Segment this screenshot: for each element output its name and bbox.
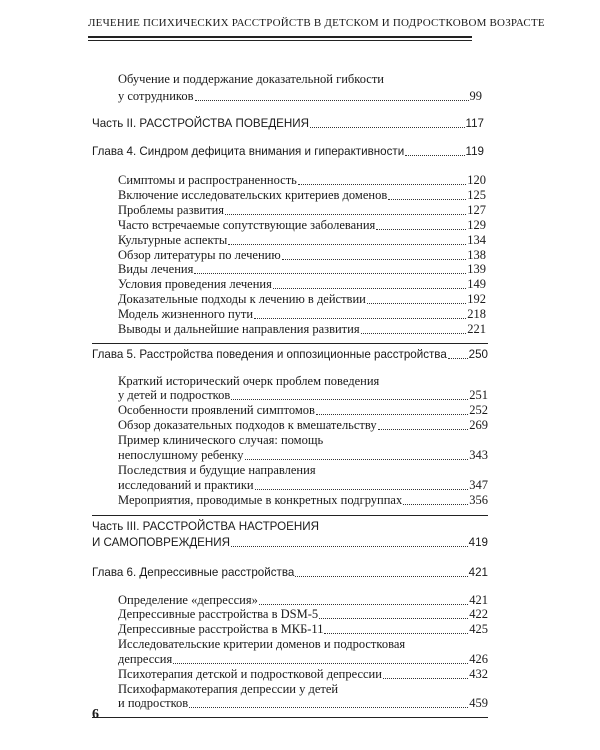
toc-divider xyxy=(92,343,488,344)
toc-entry xyxy=(118,622,488,637)
leader-dots xyxy=(254,318,466,319)
leader-dots xyxy=(273,288,466,289)
toc-page-number: 459 xyxy=(469,696,488,710)
toc-entry-title: Выводы и дальнейшие направления развития xyxy=(118,322,360,336)
toc-entry xyxy=(118,667,488,682)
toc-entry-title: Условия проведения лечения xyxy=(118,277,272,291)
toc-entry-title: Обучение и поддержание доказательной гибкости xyxy=(118,72,384,86)
toc-page-number: 347 xyxy=(469,478,488,492)
toc-page-number: 120 xyxy=(467,173,486,187)
toc-page-number: 117 xyxy=(465,117,484,130)
toc-entry-title: Часть II. РАССТРОЙСТВА ПОВЕДЕНИЯ xyxy=(92,117,309,130)
running-head: ЛЕЧЕНИЕ ПСИХИЧЕСКИХ РАССТРОЙСТВ В ДЕТСКОМ И ПОДРОСТКОВОМ ВОЗРАСТЕ xyxy=(88,17,545,29)
leader-dots xyxy=(195,100,469,101)
toc-chapter-heading xyxy=(92,348,488,361)
toc-entry-title: у детей и подростков xyxy=(118,388,231,402)
toc-entry xyxy=(118,292,486,307)
leader-dots xyxy=(405,155,464,156)
toc-chapter-heading xyxy=(92,566,488,579)
toc-entry xyxy=(118,173,486,188)
toc-entry xyxy=(118,418,488,433)
toc-entry xyxy=(118,388,488,403)
toc-entry-title: Глава 6. Депрессивные расстройства xyxy=(92,566,295,579)
toc-page-number: 99 xyxy=(469,89,482,103)
leader-dots xyxy=(245,459,469,460)
toc-entry xyxy=(118,307,486,322)
toc-page-number: 343 xyxy=(469,448,488,462)
toc-part-heading xyxy=(92,117,484,130)
toc-entry-title: Глава 4. Синдром дефицита внимания и гиперактивности xyxy=(92,145,405,158)
toc-entry-title: Симптомы и распространенность xyxy=(118,173,297,187)
toc-part-heading xyxy=(92,536,488,549)
toc-entry xyxy=(118,448,488,463)
toc-page-number: 425 xyxy=(469,622,488,636)
toc-entry-title: Определение «депрессия» xyxy=(118,593,258,607)
toc-entry-title: Мероприятия, проводимые в конкретных подгруппах xyxy=(118,493,403,507)
toc-entry-title: Депрессивные расстройства в МКБ-11 xyxy=(118,622,324,636)
toc-entry-line xyxy=(118,682,478,697)
leader-dots xyxy=(388,199,466,200)
toc-page-number: 421 xyxy=(469,593,488,607)
toc-entry-title: непослушному ребенку xyxy=(118,448,244,462)
toc-entry xyxy=(118,203,486,218)
toc-page-number: 419 xyxy=(468,536,488,549)
leader-dots xyxy=(324,633,468,634)
toc-page-number: 422 xyxy=(469,607,488,621)
toc-page-number: 252 xyxy=(469,403,488,417)
toc-page-number: 129 xyxy=(467,218,486,232)
toc-page-number: 221 xyxy=(467,322,486,336)
toc-entry-line xyxy=(118,433,478,448)
toc-entry-line xyxy=(118,374,478,389)
toc-page-number: 149 xyxy=(467,277,486,291)
toc-entry-title: у сотрудников xyxy=(118,89,194,103)
toc-divider xyxy=(92,717,488,718)
toc-entry-title: Часто встречаемые сопутствующие заболевания xyxy=(118,218,376,232)
toc-entry-line xyxy=(118,637,478,652)
toc-entry xyxy=(118,277,486,292)
leader-dots xyxy=(259,604,468,605)
toc-page-number: 125 xyxy=(467,188,486,202)
toc-entry xyxy=(118,188,486,203)
toc-page-number: 251 xyxy=(469,388,488,402)
toc-entry xyxy=(118,262,486,277)
leader-dots xyxy=(319,618,468,619)
toc-entry-title: Последствия и будущие направления xyxy=(118,463,316,477)
toc-page-number: 432 xyxy=(469,667,488,681)
toc-entry xyxy=(118,322,486,337)
leader-dots xyxy=(367,303,466,304)
leader-dots xyxy=(231,546,468,547)
leader-dots xyxy=(403,504,468,505)
toc-entry xyxy=(118,652,488,667)
toc-page-number: 192 xyxy=(467,292,486,306)
toc-entry-title: И САМОПОВРЕЖДЕНИЯ xyxy=(92,536,230,549)
toc-page-number: 119 xyxy=(465,145,484,158)
toc-entry xyxy=(118,478,488,493)
toc-entry-title: Доказательные подходы к лечению в действии xyxy=(118,292,366,306)
leader-dots xyxy=(448,358,468,359)
leader-dots xyxy=(310,127,465,128)
leader-dots xyxy=(173,663,468,664)
toc-entry xyxy=(118,593,488,608)
leader-dots xyxy=(231,399,468,400)
toc-entry-title: Особенности проявлений симптомов xyxy=(118,403,315,417)
page-number: 6 xyxy=(92,707,99,722)
toc-entry-title: Исследовательские критерии доменов и подростковая xyxy=(118,637,406,651)
toc-entry-title: Психотерапия детской и подростковой депрессии xyxy=(118,667,382,681)
leader-dots xyxy=(298,184,466,185)
toc-entry-title: Виды лечения xyxy=(118,262,194,276)
leader-dots xyxy=(376,229,466,230)
toc-entry-title: Пример клинического случая: помощь xyxy=(118,433,324,447)
toc-part-heading xyxy=(92,520,392,533)
leader-dots xyxy=(316,414,468,415)
leader-dots xyxy=(282,259,467,260)
toc-entry-title: Включение исследовательских критериев доменов xyxy=(118,188,388,202)
toc-entry-title: Проблемы развития xyxy=(118,203,225,217)
toc-entry xyxy=(118,403,488,418)
toc-page-number: 218 xyxy=(467,307,486,321)
leader-dots xyxy=(361,333,467,334)
toc-page-number: 421 xyxy=(468,566,488,579)
toc-page-number: 138 xyxy=(467,248,486,262)
toc-entry-title: исследований и практики xyxy=(118,478,254,492)
leader-dots xyxy=(194,273,466,274)
leader-dots xyxy=(378,429,469,430)
toc-entry-line xyxy=(118,463,478,478)
toc-entry xyxy=(118,89,482,104)
toc-page-number: 134 xyxy=(467,233,486,247)
leader-dots xyxy=(295,576,467,577)
toc-entry-title: депрессия xyxy=(118,652,173,666)
toc-entry xyxy=(118,607,488,622)
toc-entry-title: Психофармакотерапия депрессии у детей xyxy=(118,682,339,696)
toc-chapter-heading xyxy=(92,145,484,158)
toc-entry-title: Глава 5. Расстройства поведения и оппозиционные расстройства xyxy=(92,348,447,361)
toc-entry-title: Обзор литературы по лечению xyxy=(118,248,281,262)
toc-entry xyxy=(118,233,486,248)
toc-entry-line xyxy=(118,72,478,87)
toc-page-number: 250 xyxy=(468,348,488,361)
toc-entry xyxy=(118,218,486,233)
toc-divider xyxy=(92,515,488,516)
toc-entry-title: Культурные аспекты xyxy=(118,233,228,247)
toc-entry-title: Часть III. РАССТРОЙСТВА НАСТРОЕНИЯ xyxy=(92,520,319,533)
toc-page-number: 127 xyxy=(467,203,486,217)
toc-page-number: 269 xyxy=(469,418,488,432)
leader-dots xyxy=(225,214,466,215)
toc-page-number: 426 xyxy=(469,652,488,666)
toc-entry-title: Краткий исторический очерк проблем поведения xyxy=(118,374,380,388)
leader-dots xyxy=(189,707,468,708)
toc-page-number: 139 xyxy=(467,262,486,276)
toc-entry xyxy=(118,248,486,263)
toc-page-number: 356 xyxy=(469,493,488,507)
toc-entry-title: и подростков xyxy=(118,696,189,710)
leader-dots xyxy=(255,489,469,490)
toc-entry xyxy=(118,696,488,711)
leader-dots xyxy=(383,678,468,679)
toc-entry xyxy=(118,493,488,508)
toc-entry-title: Депрессивные расстройства в DSM-5 xyxy=(118,607,319,621)
leader-dots xyxy=(228,244,466,245)
toc-entry-title: Модель жизненного пути xyxy=(118,307,254,321)
toc-entry-title: Обзор доказательных подходов к вмешательству xyxy=(118,418,377,432)
